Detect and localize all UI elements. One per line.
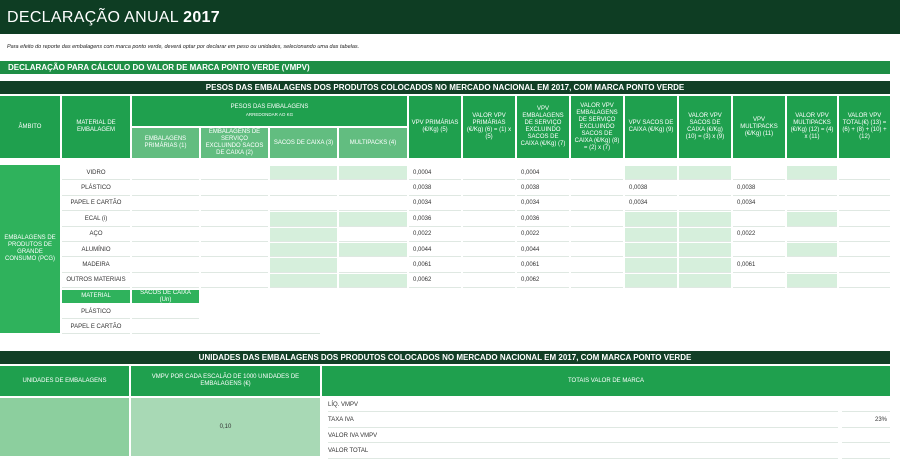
vmpv-value: 0,10 <box>131 398 320 456</box>
cell-vpv-multi: 0,0061 <box>733 258 785 272</box>
total-label: TAXA IVA <box>328 414 838 428</box>
input-in-serv[interactable] <box>201 274 268 288</box>
sub-row-plastico-label: PLÁSTICO <box>62 305 130 319</box>
cell-val-sacos <box>679 212 731 226</box>
col-vpv-servico: VPV EMBALAGENS DE SERVIÇO EXCLUINDO SACOS DE CAIXA (€/Kg) (7) <box>517 96 569 158</box>
cell-vpv-serv: 0,0044 <box>517 243 569 257</box>
cell-vpv-serv: 0,0036 <box>517 212 569 226</box>
col-pesos-title: PESOS DAS EMBALAGENS <box>230 104 309 110</box>
cell-val-serv <box>571 181 623 195</box>
input-in-prim[interactable] <box>132 243 199 257</box>
col-valor-vpv-sacos: VALOR VPV SACOS DE CAIXA (€/Kg) (10) = (3) x (9) <box>679 96 731 158</box>
cell-vpv-multi <box>733 166 785 180</box>
input-in-serv[interactable] <box>201 228 268 242</box>
page-header <box>0 0 900 34</box>
col-valor-vpv-servico: VALOR VPV EMBALAGENS DE SERVIÇO EXCLUINDO SACOS DE CAIXA (€/Kg) (8) = (2) x (7) <box>571 96 623 158</box>
input-in-sacos[interactable] <box>270 197 337 211</box>
cell-val-serv <box>571 166 623 180</box>
input-in-serv[interactable] <box>201 197 268 211</box>
cell-val-multi <box>787 197 837 211</box>
cell-vpv-multi <box>733 274 785 288</box>
cell-val-serv <box>571 243 623 257</box>
col-valor-vpv-multipacks: VALOR VPV MULTIPACKS (€/Kg) (12) = (4) x (11) <box>787 96 837 158</box>
input-in-prim[interactable] <box>132 181 199 195</box>
cell-val-prim <box>463 228 515 242</box>
cell-vpv-prim: 0,0062 <box>409 274 461 288</box>
units-table-title: UNIDADES DAS EMBALAGENS DOS PRODUTOS COLOCADOS NO MERCADO NACIONAL EM 2017, COM MARCA PONTO VERDE <box>0 351 890 364</box>
cell-vpv-serv: 0,0004 <box>517 166 569 180</box>
cell-vpv-serv: 0,0034 <box>517 197 569 211</box>
col-valor-vpv-total: VALOR VPV TOTAL(€) (13) = (6) + (8) + (10) + (12) <box>839 96 890 158</box>
cell-vpv-prim: 0,0004 <box>409 166 461 180</box>
cell-val-total <box>839 228 890 242</box>
cell-val-sacos <box>679 197 731 211</box>
cell-val-total <box>839 274 890 288</box>
input-in-multi[interactable] <box>339 197 407 211</box>
cell-val-prim <box>463 197 515 211</box>
total-label: VALOR TOTAL <box>328 445 838 459</box>
col-material-header: MATERIAL DE EMBALAGEM <box>62 96 130 158</box>
input-in-serv[interactable] <box>201 166 268 180</box>
col-valor-vpv-primarias: VALOR VPV PRIMÁRIAS (€/Kg) (6) = (1) x (5) <box>463 96 515 158</box>
cell-vpv-serv: 0,0022 <box>517 228 569 242</box>
cell-in-sacos <box>270 166 337 180</box>
cell-vpv-sacos <box>625 258 677 272</box>
row-material-label: ECAL (i) <box>62 212 130 226</box>
cell-vpv-multi: 0,0038 <box>733 181 785 195</box>
input-in-serv[interactable] <box>201 243 268 257</box>
cell-val-serv <box>571 258 623 272</box>
input-in-prim[interactable] <box>132 274 199 288</box>
row-material-label: PAPEL E CARTÃO <box>62 197 130 211</box>
cell-vpv-sacos: 0,0038 <box>625 181 677 195</box>
cell-val-multi <box>787 274 837 288</box>
col-totals-header: TOTAIS VALOR DE MARCA <box>322 366 890 396</box>
cell-val-prim <box>463 258 515 272</box>
input-in-multi[interactable] <box>339 181 407 195</box>
cell-vpv-prim: 0,0022 <box>409 228 461 242</box>
input-in-prim[interactable] <box>132 258 199 272</box>
cell-val-prim <box>463 181 515 195</box>
cell-in-sacos <box>270 258 337 272</box>
weights-table-title: PESOS DAS EMBALAGENS DOS PRODUTOS COLOCADOS NO MERCADO NACIONAL EM 2017, COM MARCA PONTO VERDE <box>0 81 890 94</box>
cell-in-multi <box>339 274 407 288</box>
cell-val-total <box>839 258 890 272</box>
input-in-prim[interactable] <box>132 228 199 242</box>
total-label: VALOR IVA VMPV <box>328 429 838 443</box>
cell-in-sacos <box>270 228 337 242</box>
col-vpv-primarias: VPV PRIMÁRIAS (€/Kg) (5) <box>409 96 461 158</box>
row-material-label: ALUMÍNIO <box>62 243 130 257</box>
input-in-prim[interactable] <box>132 166 199 180</box>
cell-val-prim <box>463 212 515 226</box>
page-title-year: 2017 <box>183 9 220 26</box>
col-pesos-header <box>132 96 407 126</box>
cell-in-sacos <box>270 274 337 288</box>
cell-in-sacos <box>270 243 337 257</box>
cell-vpv-prim: 0,0044 <box>409 243 461 257</box>
cell-in-sacos <box>270 212 337 226</box>
cell-val-sacos <box>679 166 731 180</box>
cell-vpv-sacos <box>625 228 677 242</box>
cell-vpv-sacos <box>625 243 677 257</box>
total-value: 23% <box>842 414 890 428</box>
cell-vpv-sacos <box>625 274 677 288</box>
sub-col-sacos: SACOS DE CAIXA (3) <box>270 128 337 158</box>
sub-header-sacos-caixa: SACOS DE CAIXA (Un) <box>132 290 199 303</box>
cell-vpv-multi <box>733 243 785 257</box>
cell-val-sacos <box>679 258 731 272</box>
page-title-light: DECLARAÇÃO ANUAL <box>7 9 184 26</box>
cell-val-prim <box>463 274 515 288</box>
sub-col-primarias: EMBALAGENS PRIMÁRIAS (1) <box>132 128 199 158</box>
cell-val-total <box>839 166 890 180</box>
sub-row-papel-label: PAPEL E CARTÃO <box>62 320 130 334</box>
cell-vpv-sacos <box>625 166 677 180</box>
input-in-serv[interactable] <box>201 258 268 272</box>
total-value <box>842 445 890 459</box>
cell-val-sacos <box>679 181 731 195</box>
cell-in-multi <box>339 243 407 257</box>
col-pesos-subtitle: ARREDONDAR AO KG <box>245 112 294 117</box>
cell-vpv-serv: 0,0062 <box>517 274 569 288</box>
cell-in-multi <box>339 212 407 226</box>
col-vpv-multipacks: VPV MULTIPACKS (€/Kg) (11) <box>733 96 785 158</box>
cell-vpv-serv: 0,0061 <box>517 258 569 272</box>
cell-vpv-prim: 0,0038 <box>409 181 461 195</box>
cell-val-serv <box>571 228 623 242</box>
cell-in-multi <box>339 166 407 180</box>
cell-vpv-multi <box>733 212 785 226</box>
row-material-label: VIDRO <box>62 166 130 180</box>
ambito-pcg: EMBALAGENS DE PRODUTOS DE GRANDE CONSUMO (PCG) <box>0 165 60 333</box>
cell-val-multi <box>787 258 837 272</box>
sub-header-material: MATERIAL <box>62 290 130 303</box>
input-in-prim[interactable] <box>132 197 199 211</box>
sub-col-servico: EMBALAGENS DE SERVIÇO EXCLUINDO SACOS DE CAIXA (2) <box>201 128 268 158</box>
cell-vpv-sacos: 0,0034 <box>625 197 677 211</box>
cell-val-serv <box>571 274 623 288</box>
sub-col-multipacks: MULTIPACKS (4) <box>339 128 407 158</box>
instruction-note: Para efeito do reporte das embalagens com marca ponto verde, deverá optar por declarar em peso ou unidades, selecionando uma das tabelas. <box>7 44 360 50</box>
cell-val-total <box>839 243 890 257</box>
cell-vpv-prim: 0,0034 <box>409 197 461 211</box>
input-in-multi[interactable] <box>339 258 407 272</box>
cell-val-sacos <box>679 243 731 257</box>
cell-vpv-prim: 0,0036 <box>409 212 461 226</box>
cell-vpv-multi: 0,0034 <box>733 197 785 211</box>
input-in-sacos[interactable] <box>270 181 337 195</box>
row-material-label: AÇO <box>62 228 130 242</box>
cell-val-multi <box>787 228 837 242</box>
col-ambito-header: ÂMBITO <box>0 96 60 158</box>
input-in-prim[interactable] <box>132 212 199 226</box>
cell-val-prim <box>463 243 515 257</box>
cell-vpv-serv: 0,0038 <box>517 181 569 195</box>
total-value <box>842 429 890 443</box>
section-title: DECLARAÇÃO PARA CÁLCULO DO VALOR DE MARCA PONTO VERDE (VMPV) <box>0 61 890 74</box>
cell-val-serv <box>571 212 623 226</box>
input-in-serv[interactable] <box>201 212 268 226</box>
cell-val-sacos <box>679 274 731 288</box>
cell-vpv-prim: 0,0061 <box>409 258 461 272</box>
total-label: LÍQ. VMPV <box>328 398 838 412</box>
cell-val-multi <box>787 166 837 180</box>
units-input[interactable] <box>0 398 129 456</box>
cell-val-multi <box>787 212 837 226</box>
cell-val-multi <box>787 181 837 195</box>
col-vmpv-header: VMPV POR CADA ESCALÃO DE 1000 UNIDADES DE EMBALAGENS (€) <box>131 366 320 396</box>
cell-val-total <box>839 212 890 226</box>
cell-val-sacos <box>679 228 731 242</box>
cell-val-prim <box>463 166 515 180</box>
row-material-label: OUTROS MATERIAIS <box>62 274 130 288</box>
input-in-multi[interactable] <box>339 228 407 242</box>
sub-row-papel-input[interactable] <box>132 320 320 334</box>
cell-val-total <box>839 197 890 211</box>
row-material-label: MADEIRA <box>62 258 130 272</box>
sub-row-plastico-input[interactable] <box>132 305 199 319</box>
input-in-serv[interactable] <box>201 181 268 195</box>
cell-val-serv <box>571 197 623 211</box>
col-units-header: UNIDADES DE EMBALAGENS <box>0 366 129 396</box>
cell-val-total <box>839 181 890 195</box>
cell-vpv-sacos <box>625 212 677 226</box>
cell-vpv-multi: 0,0022 <box>733 228 785 242</box>
row-material-label: PLÁSTICO <box>62 181 130 195</box>
cell-val-multi <box>787 243 837 257</box>
col-vpv-sacos: VPV SACOS DE CAIXA (€/Kg) (9) <box>625 96 677 158</box>
total-value <box>842 398 890 412</box>
